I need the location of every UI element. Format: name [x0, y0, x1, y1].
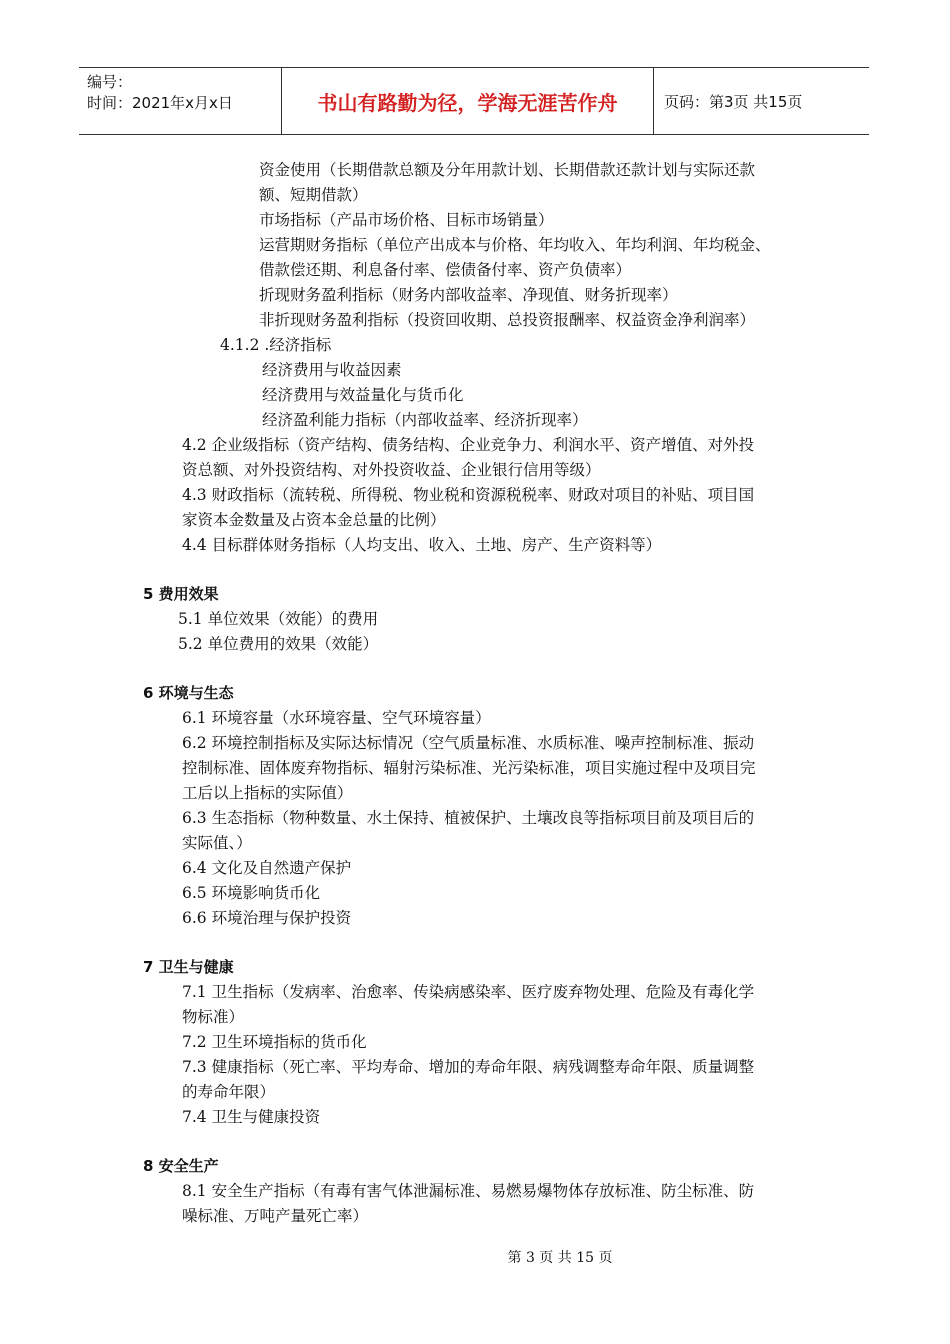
page-footer: 第 3 页 共 15 页	[507, 1250, 613, 1266]
body-line: 物标准）	[182, 1008, 245, 1026]
body-line: 资总额、对外投资结构、对外投资收益、企业银行信用等级）	[182, 461, 601, 479]
body-line: 控制标准、固体废弃物指标、辐射污染标准、光污染标准，项目实施过程中及项目完	[182, 759, 756, 777]
body-line: 6.2 环境控制指标及实际达标情况（空气质量标准、水质标准、噪声控制标准、振动	[182, 734, 755, 752]
body-line: 经济费用与效益量化与货币化	[262, 386, 464, 404]
body-line: 非折现财务盈利指标（投资回收期、总投资报酬率、权益资金净利润率）	[259, 311, 756, 329]
body-line: 工后以上指标的实际值）	[182, 784, 353, 802]
body-line: 借款偿还期、利息备付率、偿债备付率、资产负债率）	[259, 261, 632, 279]
body-line: 4.4 目标群体财务指标（人均支出、收入、土地、房产、生产资料等）	[182, 536, 662, 554]
body-line: 4.2 企业级指标（资产结构、债务结构、企业竞争力、利润水平、资产增值、对外投	[182, 436, 755, 454]
body-line: 6.5 环境影响货币化	[182, 884, 321, 902]
body-line: 5.1 单位效果（效能）的费用	[178, 610, 379, 628]
section-heading: 6 环境与生态	[143, 684, 234, 702]
section-heading: 7 卫生与健康	[143, 958, 234, 976]
body-line: 7.2 卫生环境指标的货币化	[182, 1033, 367, 1051]
body-line: 资金使用（长期借款总额及分年用款计划、长期借款还款计划与实际还款	[259, 161, 756, 179]
doc-number-label: 编号：	[87, 73, 133, 91]
body-line: 7.1 卫生指标（发病率、治愈率、传染病感染率、医疗废弃物处理、危险及有毒化学	[182, 983, 755, 1001]
page-header	[79, 67, 869, 135]
body-line: 噪标准、万吨产量死亡率）	[182, 1207, 369, 1225]
body-line: 5.2 单位费用的效果（效能）	[178, 635, 379, 653]
section-heading: 8 安全生产	[143, 1157, 219, 1175]
header-meta	[79, 68, 282, 134]
body-line: 8.1 安全生产指标（有毒有害气体泄漏标准、易燃易爆物体存放标准、防尘标准、防	[182, 1182, 755, 1200]
body-line: 家资本金数量及占资本金总量的比例）	[182, 511, 446, 529]
doc-time-label: 时间：2021年x月x日	[87, 94, 233, 112]
body-line: 额、短期借款）	[259, 186, 368, 204]
header-motto: 书山有路勤为径，学海无涯苦作舟	[282, 68, 654, 134]
body-line: 6.4 文化及自然遗产保护	[182, 859, 352, 877]
body-line: 7.4 卫生与健康投资	[182, 1108, 321, 1126]
body-line: 6.1 环境容量（水环境容量、空气环境容量）	[182, 709, 491, 727]
body-line: 6.3 生态指标（物种数量、水土保持、植被保护、土壤改良等指标项目前及项目后的	[182, 809, 755, 827]
body-line: 4.3 财政指标（流转税、所得税、物业税和资源税税率、财政对项目的补贴、项目国	[182, 486, 755, 504]
body-line: 折现财务盈利指标（财务内部收益率、净现值、财务折现率）	[259, 286, 678, 304]
body-line: 运营期财务指标（单位产出成本与价格、年均收入、年均利润、年均税金、	[259, 236, 771, 254]
body-line: 7.3 健康指标（死亡率、平均寿命、增加的寿命年限、病残调整寿命年限、质量调整	[182, 1058, 755, 1076]
body-line: 市场指标（产品市场价格、目标市场销量）	[259, 211, 554, 229]
body-line: 经济费用与收益因素	[262, 361, 402, 379]
subsection-heading: 4.1.2 .经济指标	[220, 336, 332, 354]
body-line: 6.6 环境治理与保护投资	[182, 909, 352, 927]
body-line: 的寿命年限）	[182, 1083, 276, 1101]
header-page-label: 页码：第3页 共15页	[664, 92, 803, 111]
body-line: 经济盈利能力指标（内部收益率、经济折现率）	[262, 411, 588, 429]
section-heading: 5 费用效果	[143, 585, 219, 603]
body-line: 实际值、）	[182, 834, 252, 852]
